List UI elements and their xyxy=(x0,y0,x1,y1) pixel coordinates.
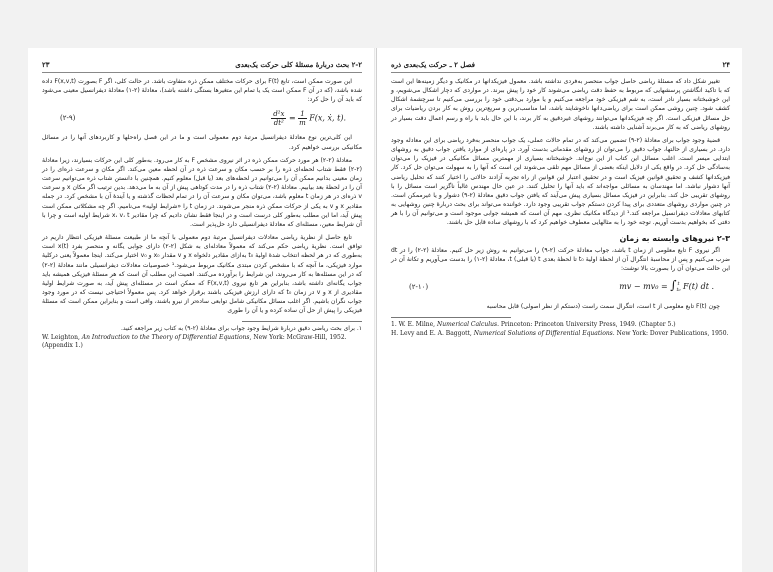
footnote-rest: , New York: McGraw-Hill, 1952. (Appendix 1.) xyxy=(42,333,347,350)
left-paragraph-1: این صورت ممکن است، تابع F(t) برای حرکات مختلف ممکن ذره متفاوت باشد. در حالت کلی، اگر F بصورت F(x,v,t) داده شده باشد، (که در آن F ممکن است یک یا تمام این متغیرها بستگی داشته باشد)، معادلهٔ (۲-۱) معادلهٔ دیفرانسیل معینی می‌شود که باید آن را حل کرد: xyxy=(42,78,362,104)
eq-coef-den: m xyxy=(299,118,306,127)
left-footnote-rule xyxy=(242,321,362,322)
integral-lower: t₀ xyxy=(676,287,681,294)
fn2-rest: . New York: Dover Publications, 1950. xyxy=(612,329,729,337)
right-page xyxy=(376,48,742,572)
right-footnotes xyxy=(391,321,730,338)
left-page-body xyxy=(42,77,362,315)
right-paragraph-1: تغییر شکل داد که مسئلهٔ ریاضی حاصل جواب منحصر به‌فردی نداشته باشد. معمول فیزیکدانها در مکانیک و دیگر زمینه‌ها این است که با تاکید انگاشتن پرسشهایی که مربوط به حفظ دقت ریاضی می‌شوند کار خود را پیش ببرند. در مواردی که دچار اشکال می‌شویم، و این خوشبختانه بسیار نادر است، به شم فیزیکی خود مراجعه می‌کنیم و یا موارد بی‌دقتی خود را بررسی می‌کنیم تا سرچشمهٔ اشکال کشف شود. چنین روشی ممکن است برای ریاضی‌دانها ناخوشایند باشد، اما مناسب‌ترین و سریع‌ترین روش به کار بردن ریاضیات برای حل مسائل فیزیکی است. اگر چه فیزیکدانها می‌توانند روشهای غیردقیق به کار برند، با این حال باید با راه و رسم اعمال دقت بسیار در روشهای ریاضی که به کار می‌برند آشنایی داشته باشند. xyxy=(391,78,730,131)
right-header-title: فصل ۲ ـ حرکت یک‌بعدی ذره xyxy=(391,60,475,69)
fn1-title: Numerical Calculus xyxy=(436,321,498,329)
left-footnote-en xyxy=(42,334,362,351)
left-paragraph-3: معادلهٔ (۲-۲) هر مورد حرکت ممکن ذره در اثر نیروی مشخص F به کار می‌رود. به‌طور کلی این حرکات بسیارند، زیرا معادلهٔ (۲-۲) فقط شتاب لحظه‌ای ذره را بر حسب مکان و سرعت ذره در آن لحظه معین می‌کند. اگر مکان و سرعت ذره‌ای را در زمان معینی بدانیم ممکن آن را می‌توانیم در لحظه‌های بعد (یا قبل) معلوم کنیم. همچنین با دانستن شتاب ذره می‌توانیم سرعت آن را در لحظهٔ بعد بیابیم. معادلهٔ (۲-۲) شتاب ذره را در مدت کوتاهی پیش از آن به ما می‌دهد. بدین ترتیب اگر مکان x و سرعت v ذره‌ای در هر زمان t معلوم باشد، می‌توان مکان و سرعت آن را در تمام لحظات گذشته و یا آیندهٔ آن با مشخص کرد. در جمله مقادیر x و v به یکی از حرکات ممکن ذره منجر می‌شوند. در زمان t را «شرایط اولیه» می‌نامیم. اگر چه مشکلاتی ممکن است پیش آید، اما این مطلب به‌طور کلی درست است و در اینجا فقط نشان دادیم که چرا مقادیر x، v، t شرایط اولیه است و چرا با آن شرایط معین، مسئله‌ای که معادلهٔ دیفرانسیلی دارد حل‌پذیر است. xyxy=(42,156,363,228)
footnote-author: W. Leighton, xyxy=(42,333,82,341)
eq2-lhs: mv − mv₀ = xyxy=(619,282,668,292)
section-title: ۲-۳ نیروهای وابسته به زمان xyxy=(619,233,730,243)
equation-2-9 xyxy=(60,109,346,127)
equation-2-10 xyxy=(409,278,714,296)
eq2-rhs: F(t) dt . xyxy=(683,282,714,292)
right-margin xyxy=(742,48,773,572)
eq-coef-num: 1 xyxy=(300,109,305,118)
section-paragraph: اگر نیروی F تابع معلومی از زمان t باشد، جواب معادلهٔ حرکت (۲-۹) را می‌توانیم به روش زیر حل کنیم. معادلهٔ (۲-۲) را در dt ضرب می‌کنیم و پس از محاسبهٔ انتگرال آن از لحظهٔ اولیهٔ t₀ تا لحظهٔ بعدی t (یا قبلی) t، معادلهٔ (۲-۱) را بدست می‌آوریم و تکانهٔ آن در این حالت می‌توان آن را بصورت بالا نوشت: xyxy=(391,246,730,272)
fn2-title: Numerical Solutions of Differential Equations xyxy=(473,329,613,337)
right-page-header xyxy=(391,60,730,73)
left-header-title: ۲-۲ بحث دربارهٔ مسئلهٔ کلی حرکت یک‌بعدی xyxy=(235,60,362,69)
after-equation-text: چون F(t) تابع معلومی از t است، انتگرال سمت راست (دستکم از نظر اصولی) قابل محاسبه xyxy=(486,303,720,311)
equation-number: (۲-۹) xyxy=(60,113,76,122)
footnote-title: An Introduction to the Theory of Differential Equations xyxy=(81,333,250,341)
equation-body-2 xyxy=(619,278,714,294)
fn1-lead: 1. W. E. Milne, xyxy=(391,321,437,329)
eq-lhs-num: d²x xyxy=(273,109,285,118)
right-footnote-1 xyxy=(391,321,730,329)
integral-sign: ∫ xyxy=(670,278,677,293)
left-page-header xyxy=(42,60,362,73)
eq-lhs-den: dt² xyxy=(273,118,284,127)
left-paragraph-4: تابع حاصل از نظریهٔ ریاضی معادلات دیفرانسیل مرتبهٔ دوم معمولی با آنچه ما از طبیعت مسئلهٔ فیزیکی انتظار داریم در توافق است. نظریهٔ ریاضی حکم می‌کند که معمولاً معادله‌ای به شکل (۲-۲) دارای جوابی یگانه و منحصر بفرد x(t) است به‌طوری که در هر لحظه انتخاب شدهٔ اولیهٔ t₀ به‌ازای مقادیر دلخواه x و v مقدار x₀ و v₀ اختیار می‌کند. اینجا معمولاً یعنی درکلیهٔ موارد فیزیکی، ما آنچه که با مشخص کردن مبتدی مکانیک مربوط می‌شود.¹ خصوصیات معادلات دیفرانسیلی مانند معادلهٔ (۲-۲) که در این مسئله‌ها به کار می‌روند، این شرایط را برآورده می‌کنند. اهمیت این مطلب آن است که هر مسئلهٔ فیزیکی همیشه باید جواب یگانه‌ای داشته باشد، بنابراین هر تابع نیروی F(x,v,t) که ممکن است در مسئله‌ای پیش آید، به صورت شرایط اولیهٔ مقادیری از x و v در زمان t₀ که دارای ارزش فیزیکی باشند برقرار خواهد کرد. پس معمولاً احتیاجی نیست که در مورد وجود جواب نگران باشیم. اگر اغلب مسائل مکانیکی شامل توابعی ساده‌تر از نیرو باشند، وافی است و بنابراین ممکن است که مسئلهٔ فیزیکی را پیش از حل آن ساده کرده و یا آن را طوری xyxy=(42,234,363,315)
left-page-number: ۲۳ xyxy=(42,60,50,69)
right-page-body xyxy=(391,77,730,311)
integral-upper: t xyxy=(677,281,680,288)
right-footnote-2 xyxy=(391,330,730,338)
left-margin xyxy=(0,48,28,572)
fn2-lead: H. Levy and E. A. Baggott, xyxy=(391,329,474,337)
fn1-rest: . Princeton: Princeton University Press, 1949. (Chapter 5.) xyxy=(497,321,676,329)
eq-rhs: F(x, ẋ, t). xyxy=(309,113,346,123)
equation-number-2: (۲-۱۰) xyxy=(409,282,429,291)
left-footnote-fa: ۱. برای بحث ریاضی دقیق دربارهٔ شرایط وجود جواب برای معادلهٔ (۲-۹) به کتاب زیر مراجعه کنید. xyxy=(120,325,362,333)
left-paragraph-2: این کلی‌ترین نوع معادلهٔ دیفرانسیل مرتبهٔ دوم معمولی است و ما در این فصل راه‌حلها و کاربردهای آنها را در مسائل مکانیکی بررسی خواهیم کرد. xyxy=(42,134,362,151)
right-paragraph-2: قضیهٔ وجود جواب برای معادلهٔ (۲-۹) تضمین می‌کند که در تمام حالات عملی، یک جواب منحصر به‌فرد ریاضی برای این معادله وجود دارد. در بسیاری از حالتها، جواب دقیق را می‌توان از روشهای مقدماتی بدست آورد. در پاره‌ای از موارد یافتن جواب دقیق به روشهای ابتدایی میسر است. اغلب مسائل این کتاب از این نوع‌اند. خوشبختانه بسیاری از مهمترین مسائل مکانیکی در فیزیک را می‌توان به‌سادگی حل کرد. در واقع یکی از دلایل اینکه بعضی از مسائل مهم تلقی می‌شوند این است که آنها را به سهولت می‌توان حل کرد. کار فیزیکدانها کشف و تحقیق قوانین فیزیک است و در تحقیق اعتبار این قوانین از راه تجربه آزادند حالاتی را اختیار کنند که تحلیل ریاضی آنها دشوار نباشد. اما مهندسان به مسائلی مواجه‌اند که باید آنها را تحلیل کنند. در عین حال مهندس غالباً ناگزیر است مسائل را با روشهای تقریبی حل کند. بنابراین در فیزیک مسائل بسیاری پیش می‌آیند که یافتن جواب دقیق معادلهٔ (۲-۹) دشوار و یا غیرممکن است. در چنین مواردی روشهای متعددی برای پیدا کردن دستکم جواب تقریبی وجود دارد. خواننده می‌تواند برای بحث دربارهٔ چنین روشهایی به کتابهای معادلات دیفرانسیل مراجعه کند.¹ از دیدگاه مکانیک نظری، مهم آن است که همیشه جوابی موجود است و می‌توانیم آن را با هر دقتی که بخواهیم بدست آوریم. توجه خود را به مثالهایی معطوف خواهیم کرد که با روشهای ساده قابل حل باشند. xyxy=(391,136,730,227)
right-footnote-rule xyxy=(391,317,511,318)
equation-body xyxy=(271,110,346,127)
right-page-number: ۲۴ xyxy=(722,60,730,69)
eq-sign: = xyxy=(288,113,296,123)
left-page xyxy=(28,48,376,572)
